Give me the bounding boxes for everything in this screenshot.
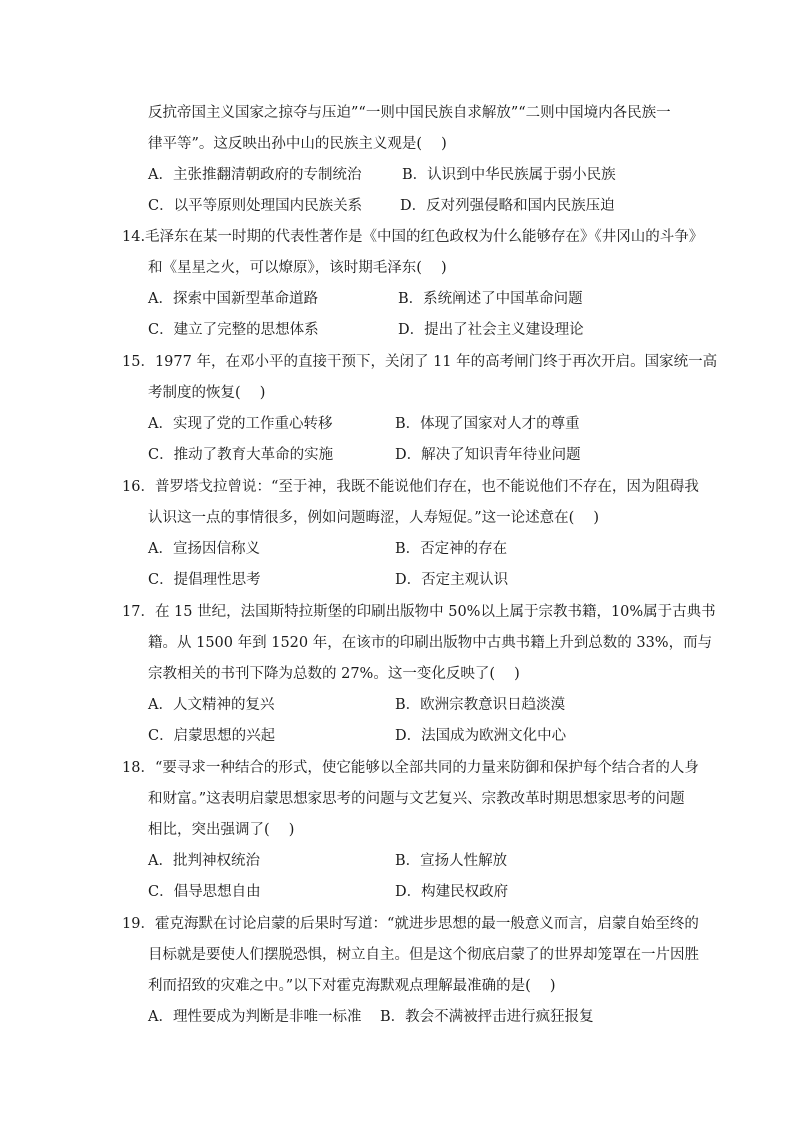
q14-option-b[interactable]: B．系统阐述了中国革命问题 (398, 291, 583, 307)
q19-stem-line2: 目标就是要使人们摆脱恐惧，树立自主。但是这个彻底启蒙了的世界却笼罩在一片因胜 (148, 947, 699, 963)
q13-option-a[interactable]: A．主张推翻清朝政府的专制统治 (148, 167, 362, 183)
q19-option-a[interactable]: A．理性要成为判断是非唯一标准 (148, 1009, 362, 1025)
q15-stem-line1: 15．1977 年，在邓小平的直接干预下，关闭了 11 年的高考闸门终于再次开启。国家统一高 (122, 354, 718, 370)
q13-option-b[interactable]: B．认识到中华民族属于弱小民族 (402, 167, 616, 183)
q15-stem-line2: 考制度的恢复( ) (148, 385, 266, 401)
q14-option-a[interactable]: A．探索中国新型革命道路 (148, 291, 318, 307)
q17-option-d[interactable]: D．法国成为欧洲文化中心 (395, 728, 567, 744)
q19-stem-line1: 19．霍克海默在讨论启蒙的后果时写道：“就进步思想的最一般意义而言，启蒙自始至终的 (122, 916, 699, 932)
q14-stem-line1: 14.毛泽东在某一时期的代表性著作是《中国的红色政权为什么能够存在》《井冈山的斗争》 (122, 229, 704, 245)
q17-option-a[interactable]: A．人文精神的复兴 (148, 697, 275, 713)
q18-stem-line1: 18．“要寻求一种结合的形式，使它能够以全部共同的力量来防御和保护每个结合者的人身 (122, 760, 699, 776)
q13-stem-line2: 律平等”。这反映出孙中山的民族主义观是( ) (148, 136, 447, 152)
q15-option-d[interactable]: D．解决了知识青年待业问题 (395, 447, 581, 463)
q13-option-d[interactable]: D．反对列强侵略和国内民族压迫 (400, 198, 615, 214)
q19-option-b[interactable]: B．教会不满被抨击进行疯狂报复 (380, 1009, 594, 1025)
q18-option-a[interactable]: A．批判神权统治 (148, 853, 260, 869)
q14-option-d[interactable]: D．提出了社会主义建设理论 (398, 322, 584, 338)
q18-stem-line3: 相比，突出强调了( ) (148, 822, 295, 838)
q13-option-c[interactable]: C．以平等原则处理国内民族关系 (148, 198, 363, 214)
q16-option-b[interactable]: B．否定神的存在 (395, 541, 508, 557)
q17-option-c[interactable]: C．启蒙思想的兴起 (148, 728, 276, 744)
q18-stem-line2: 和财富。”这表明启蒙思想家思考的问题与文艺复兴、宗教改革时期思想家思考的问题 (148, 791, 685, 807)
q18-option-b[interactable]: B．宣扬人性解放 (395, 853, 508, 869)
q18-option-c[interactable]: C．倡导思想自由 (148, 884, 261, 900)
q18-option-d[interactable]: D．构建民权政府 (395, 884, 509, 900)
q15-option-a[interactable]: A．实现了党的工作重心转移 (148, 416, 333, 432)
q16-stem-line1: 16．普罗塔戈拉曾说：“至于神，我既不能说他们存在，也不能说他们不存在，因为阻碍我 (122, 479, 699, 495)
q17-stem-line1: 17．在 15 世纪，法国斯特拉斯堡的印刷出版物中 50%以上属于宗教书籍，10%属于古典书 (122, 604, 716, 620)
q14-option-c[interactable]: C．建立了完整的思想体系 (148, 322, 319, 338)
q17-stem-line3: 宗教相关的书刊下降为总数的 27%。这一变化反映了( ) (148, 666, 520, 682)
q15-option-c[interactable]: C．推动了教育大革命的实施 (148, 447, 334, 463)
q14-stem-line2: 和《星星之火，可以燎原》，该时期毛泽东( ) (148, 260, 447, 276)
q15-option-b[interactable]: B．体现了国家对人才的尊重 (395, 416, 580, 432)
q16-option-d[interactable]: D．否定主观认识 (395, 572, 509, 588)
q16-option-a[interactable]: A．宣扬因信称义 (148, 541, 260, 557)
q17-option-b[interactable]: B．欧洲宗教意识日趋淡漠 (395, 697, 566, 713)
q16-option-c[interactable]: C．提倡理性思考 (148, 572, 261, 588)
q16-stem-line2: 认识这一点的事情很多，例如问题晦涩，人寿短促。”这一论述意在( ) (148, 510, 600, 526)
q17-stem-line2: 籍。从 1500 年到 1520 年，在该市的印刷出版物中古典书籍上升到总数的 33%，而与 (148, 635, 713, 651)
q19-stem-line3: 利而招致的灾难之中。”以下对霍克海默观点理解最准确的是( ) (148, 978, 556, 994)
q13-stem-line1: 反抗帝国主义国家之掠夺与压迫”“一则中国民族自求解放”“二则中国境内各民族一 (148, 105, 671, 121)
